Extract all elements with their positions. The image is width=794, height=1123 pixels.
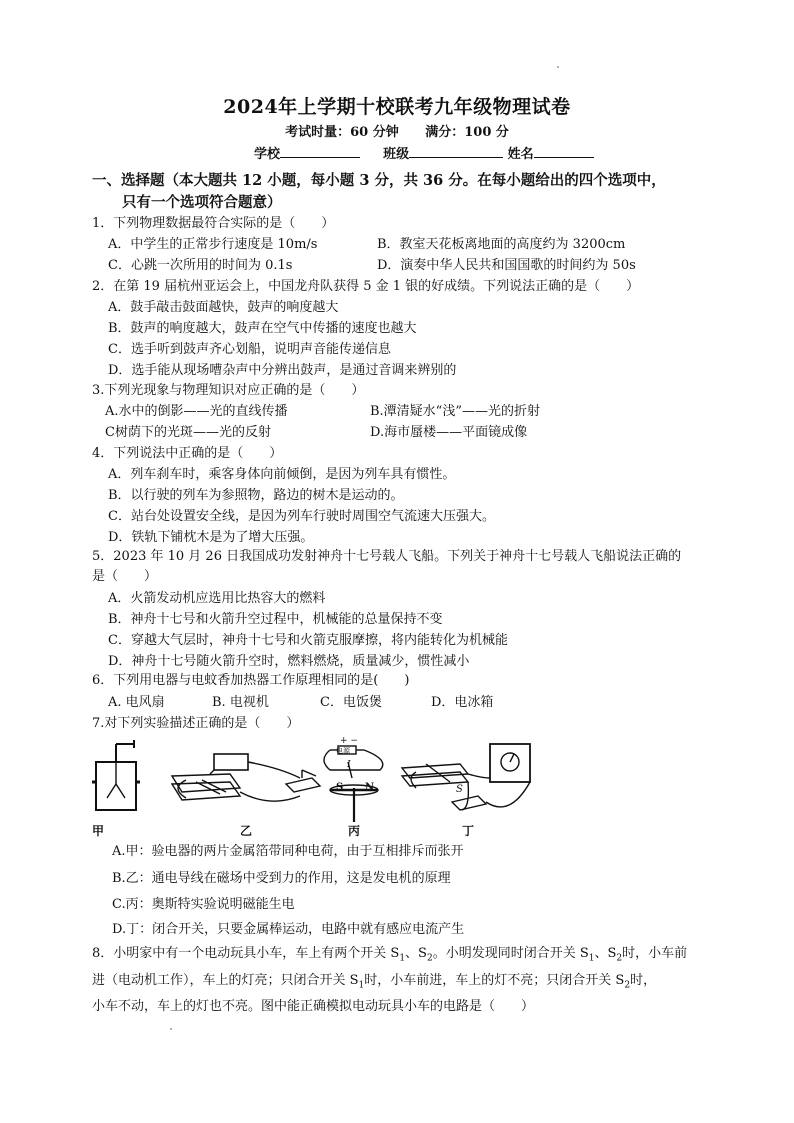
q3-option-d[interactable]: D.海市蜃楼——平面镜成像: [370, 425, 528, 440]
q2-option-c[interactable]: C．选手听到鼓声齐心划船，说明声音能传递信息: [108, 342, 391, 357]
q7-experiment-figures: [90, 738, 730, 838]
q6-option-a[interactable]: A. 电风扇: [108, 695, 165, 710]
q6-option-b[interactable]: B. 电视机: [212, 695, 269, 710]
q6-option-c[interactable]: C．电饭煲: [320, 695, 382, 710]
electroscope-figure: [92, 740, 140, 810]
exam-score: 满分：100 分: [425, 125, 509, 140]
south-pole-label: S: [336, 782, 344, 793]
section-heading: [92, 170, 722, 214]
question-3-stem: 3.下列光现象与物理知识对应正确的是（ ）: [92, 383, 365, 398]
q7-option-d[interactable]: D.丁：闭合开关，只要金属棒运动，电路中就有感应电流产生: [112, 922, 465, 937]
question-7-stem: 7.对下列实验描述正确的是（ ）: [92, 716, 300, 731]
q7-option-a[interactable]: A.甲：验电器的两片金属箔带同种电荷，由于互相排斥而张开: [112, 844, 464, 859]
exam-info: [0, 121, 794, 140]
q2-option-a[interactable]: A．鼓手敲击鼓面越快，鼓声的响度越大: [108, 300, 339, 315]
question-6-stem: 6．下列用电器与电蚊香加热器工作原理相同的是( ): [92, 673, 410, 688]
figure-label-yi: 乙: [240, 824, 253, 838]
current-label: I: [347, 760, 351, 770]
name-blank[interactable]: [534, 145, 594, 158]
q8-line2: 进（电动机工作），车上的灯亮；只闭合开关 $S_1$时，小车前进，车上的灯不亮；只闭合开关 $S_2$时，: [92, 972, 657, 991]
q6-option-d[interactable]: D．电冰箱: [431, 695, 494, 710]
exam-time: 考试时量：60 分钟: [285, 125, 399, 140]
scan-speck: [170, 1028, 172, 1030]
q1-option-a[interactable]: A．中学生的正常步行速度是 10m/s: [108, 237, 318, 252]
exam-title: 2024年上学期十校联考九年级物理试卷: [223, 96, 571, 118]
q3-option-b[interactable]: B.潭清疑水“浅”——光的折射: [370, 404, 540, 419]
q7-option-c[interactable]: C.丙：奥斯特实验说明磁能生电: [112, 897, 295, 912]
q2-option-b[interactable]: B．鼓声的响度越大，鼓声在空气中传播的速度也越大: [108, 321, 417, 336]
battery-terminal-label: + −: [340, 736, 358, 746]
q4-option-b[interactable]: B．以行驶的列车为参照物，路边的树木是运动的。: [108, 488, 404, 503]
q5-option-c[interactable]: C．穿越大气层时，神舟十七号和火箭克服摩擦，将内能转化为机械能: [108, 633, 508, 648]
section-heading-line1: 一、选择题（本大题共 12 小题，每小题 3 分，共 36 分。在每小题给出的四个选项中，: [92, 172, 666, 189]
class-label: 班级: [383, 147, 410, 162]
q5-option-a[interactable]: A．火箭发动机应选用比热容大的燃料: [108, 591, 326, 606]
q5-option-b[interactable]: B．神舟十七号和火箭升空过程中，机械能的总量保持不变: [108, 612, 443, 627]
motor-experiment-figure: [172, 754, 320, 801]
question-5-stem-line1: 5．2023 年 10 月 26 日我国成功发射神舟十七号载人飞船。下列关于神舟十七号载人飞船说法正确的: [92, 549, 682, 564]
q3-option-a[interactable]: A.水中的倒影——光的直线传播: [105, 404, 288, 419]
q4-option-d[interactable]: D．铁轨下铺枕木是为了增大压强。: [108, 530, 314, 545]
question-2-stem: 2．在第 19 届杭州亚运会上，中国龙舟队获得 5 金 1 银的好成绩。下列说法正确的是（ ）: [92, 279, 640, 294]
q3-option-c[interactable]: C树荫下的光斑——光的反射: [105, 425, 271, 440]
q7-option-b[interactable]: B.乙：通电导线在磁场中受到力的作用，这是发电机的原理: [112, 871, 451, 886]
q1-option-d[interactable]: D．演奏中华人民共和国国歌的时间约为 50s: [377, 258, 636, 273]
section-heading-line2: 只有一个选项符合题意）: [122, 194, 282, 211]
q8-line3: 小车不动，车上的灯也不亮。图中能正确模拟电动玩具小车的电路是（ ）: [92, 999, 535, 1015]
school-blank[interactable]: [280, 145, 360, 158]
class-blank[interactable]: [409, 145, 503, 158]
north-pole-label: N: [365, 782, 375, 793]
q2-option-d[interactable]: D．选手能从现场嘈杂声中分辨出鼓声，是通过音调来辨别的: [108, 363, 457, 378]
figure-label-ding: 丁: [462, 824, 475, 838]
question-5-stem-line2: 是（ ）: [92, 569, 158, 584]
figure-label-jia: 甲: [92, 824, 105, 838]
question-1-stem: 1．下列物理数据最符合实际的是（ ）: [92, 216, 335, 231]
q7-figure-svg: [90, 738, 730, 838]
switch-label: S: [456, 784, 463, 795]
q1-option-c[interactable]: C．心跳一次所用的时间为 0.1s: [108, 258, 293, 273]
induction-figure: [402, 744, 530, 810]
scan-speck: [557, 66, 559, 68]
q1-option-b[interactable]: B．教室天花板离地面的高度约为 3200cm: [377, 237, 626, 252]
school-label: 学校: [254, 147, 281, 162]
power-source-label: 电源: [336, 747, 350, 755]
name-label: 姓名: [507, 147, 534, 162]
question-8-stem: [92, 943, 722, 1017]
q4-option-c[interactable]: C．站台处设置安全线，是因为列车行驶时周围空气流速大压强大。: [108, 509, 495, 524]
student-info-fields: [254, 143, 594, 162]
question-4-stem: 4．下列说法中正确的是（ ）: [92, 446, 283, 461]
q5-option-d[interactable]: D．神舟十七号随火箭升空时，燃料燃烧，质量减少，惯性减小: [108, 654, 470, 669]
figure-label-bing: 丙: [348, 824, 361, 838]
q4-option-a[interactable]: A．列车刹车时，乘客身体向前倾倒，是因为列车具有惯性。: [108, 467, 456, 482]
q8-line1: 8．小明家中有一个电动玩具小车，车上有两个开关 $S_1$、$S_2$。小明发现同时闭合开关 $S_1$、$S_2$时，小车前: [92, 946, 688, 964]
